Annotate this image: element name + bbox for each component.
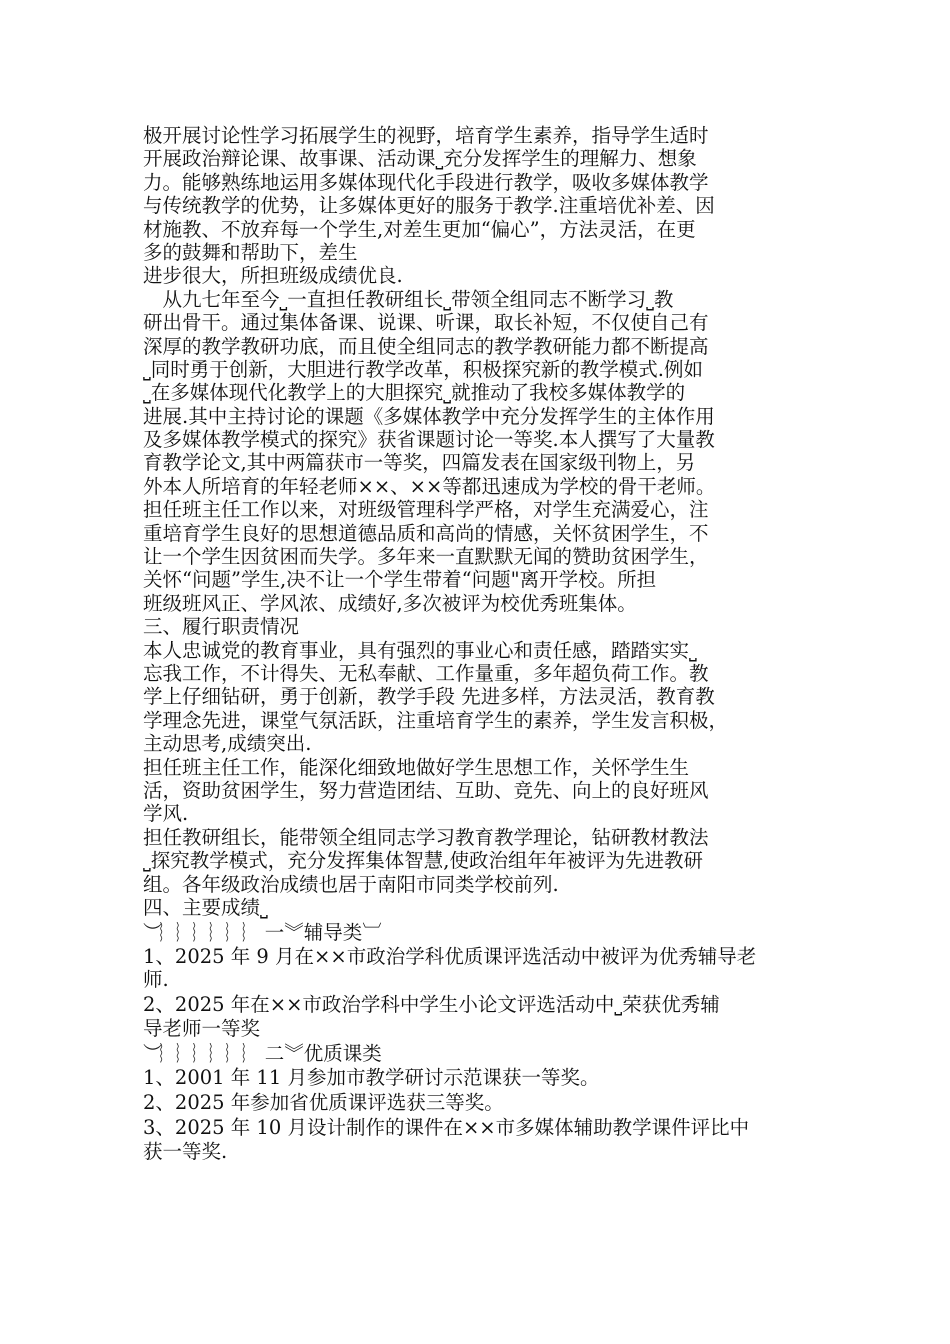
list-item: 2、2025 年在××市政治学科中学生小论文评选活动中⎵荣获优秀辅 bbox=[143, 993, 720, 1017]
text-line: ⎵在多媒体现代化教学上的大胆探究⎵就推动了我校多媒体教学的 bbox=[143, 381, 686, 405]
text-line: 担任班主任工作以来，对班级管理科学严格，对学生充满爱心，注 bbox=[143, 498, 709, 522]
text-line: 及多媒体教学模式的探究》获省课题讨论一等奖.本人撰写了大量教 bbox=[143, 428, 715, 452]
text-line: 关怀“问题”学生,决不让一个学生带着“问题"离开学校。所担 bbox=[143, 568, 657, 592]
text-line: 力。能够熟练地运用多媒体现代化手段进行教学，吸收多媒体教学 bbox=[143, 170, 709, 194]
wavy-marks: ︶︴︴︴︴︴︴ bbox=[143, 1042, 259, 1066]
list-item: 2、2025 年参加省优质课评选获三等奖。 bbox=[143, 1091, 504, 1115]
text-line: 与传统教学的优势，让多媒体更好的服务于教学.注重培优补差、因 bbox=[143, 194, 715, 218]
text-line: 班级班风正、学风浓、成绩好,多次被评为校优秀班集体。 bbox=[143, 591, 637, 615]
text-line: 深厚的教学教研功底，而且使全组同志的教学教研能力都不断提高 bbox=[143, 334, 709, 358]
text-line: 三、履行职责情况 bbox=[143, 615, 300, 639]
text-line: 忘我工作，不计得失、无私奉献、工作量重，多年超负荷工作。教 bbox=[143, 661, 709, 685]
text-line: ⎵探究教学模式，充分发挥集体智慧,使政治组年年被评为先进教研 bbox=[143, 849, 703, 873]
text-line: 担任教研组长，能带领全组同志学习教育教学理论，钻研教材教法 bbox=[143, 825, 709, 849]
text-line: 组。各年级政治成绩也居于南阳市同类学校前列. bbox=[143, 872, 559, 896]
text-line: 学理念先进，课堂气氛活跃，注重培育学生的素养，学生发言积极， bbox=[143, 708, 729, 732]
section-title: 二︾优质课类 bbox=[264, 1042, 382, 1066]
wavy-marks: ︶︴︴︴︴︴︴ bbox=[143, 921, 259, 945]
text-line: 主动思考,成绩突出. bbox=[143, 732, 312, 756]
list-item: 1、2025 年 9 月在××市政治学科优质课评选活动中被评为优秀辅导老 bbox=[143, 944, 757, 968]
text-line: 学上仔细钻研，勇于创新，教学手段 先进多样，方法灵活，教育教 bbox=[143, 685, 715, 709]
list-item: 1、2001 年 11 月参加市教学研讨示范课获一等奖。 bbox=[143, 1065, 600, 1089]
section-heading-quality-lessons bbox=[143, 1042, 811, 1065]
list-item: 3、2025 年 10 月设计制作的课件在××市多媒体辅助教学课件评比中 bbox=[143, 1116, 750, 1140]
text-line: 进展.其中主持讨论的课题《多媒体教学中充分发挥学生的主体作用 bbox=[143, 404, 715, 428]
text-line: 担任班主任工作，能深化细致地做好学生思想工作，关怀学生生 bbox=[143, 755, 690, 779]
list-item: 导老师一等奖 bbox=[143, 1016, 261, 1040]
text-line: 让一个学生因贫困而失学。多年来一直默默无闻的赞助贫困学生， bbox=[143, 545, 709, 569]
text-line: 多的鼓舞和帮助下，差生 bbox=[143, 240, 358, 264]
text-line: 学风. bbox=[143, 802, 189, 826]
text-line: 开展政治辩论课、故事课、活动课⎵充分发挥学生的理解力、想象 bbox=[143, 147, 697, 171]
section-title: 一︾辅导类︺ bbox=[264, 921, 382, 945]
text-line: 研出骨干。通过集体备课、说课、听课，取长补短，不仅使自己有 bbox=[143, 311, 709, 335]
text-line: ⎵同时勇于创新，大胆进行教学改革，积极探究新的教学模式.例如 bbox=[143, 357, 703, 381]
list-item: 师. bbox=[143, 968, 169, 992]
text-line: 极开展讨论性学习拓展学生的视野，培育学生素养，指导学生适时 bbox=[143, 124, 709, 147]
text-line: 从九七年至今⎵一直担任教研组长⎵带领全组同志不断学习⎵教 bbox=[143, 287, 674, 311]
text-line: 育教学论文,其中两篇获市一等奖，四篇发表在国家级刊物上，另 bbox=[143, 451, 696, 475]
text-line: 本人忠诚党的教育事业，具有强烈的事业心和责任感，踏踏实实⎵ bbox=[143, 638, 697, 662]
list-item: 获一等奖. bbox=[143, 1139, 228, 1163]
text-line: 四、主要成绩⎵ bbox=[143, 895, 268, 919]
document-page bbox=[143, 124, 811, 1163]
text-line: 活，资助贫困学生，努力营造团结、互助、竞先、向上的良好班风 bbox=[143, 778, 709, 802]
section-items-quality-lessons bbox=[143, 1066, 811, 1164]
section-heading-tutoring bbox=[143, 921, 811, 944]
section-items-tutoring bbox=[143, 945, 811, 1041]
text-line: 材施教、不放弃每一个学生,对差生更加“偏心”，方法灵活，在更 bbox=[143, 217, 696, 241]
text-line: 外本人所培育的年轻老师××、××等都迅速成为学校的骨干老师。 bbox=[143, 474, 716, 498]
document-body bbox=[143, 124, 811, 919]
text-line: 进步很大，所担班级成绩优良. bbox=[143, 264, 403, 288]
text-line: 重培育学生良好的思想道德品质和高尚的情感，关怀贫困学生，不 bbox=[143, 521, 709, 545]
